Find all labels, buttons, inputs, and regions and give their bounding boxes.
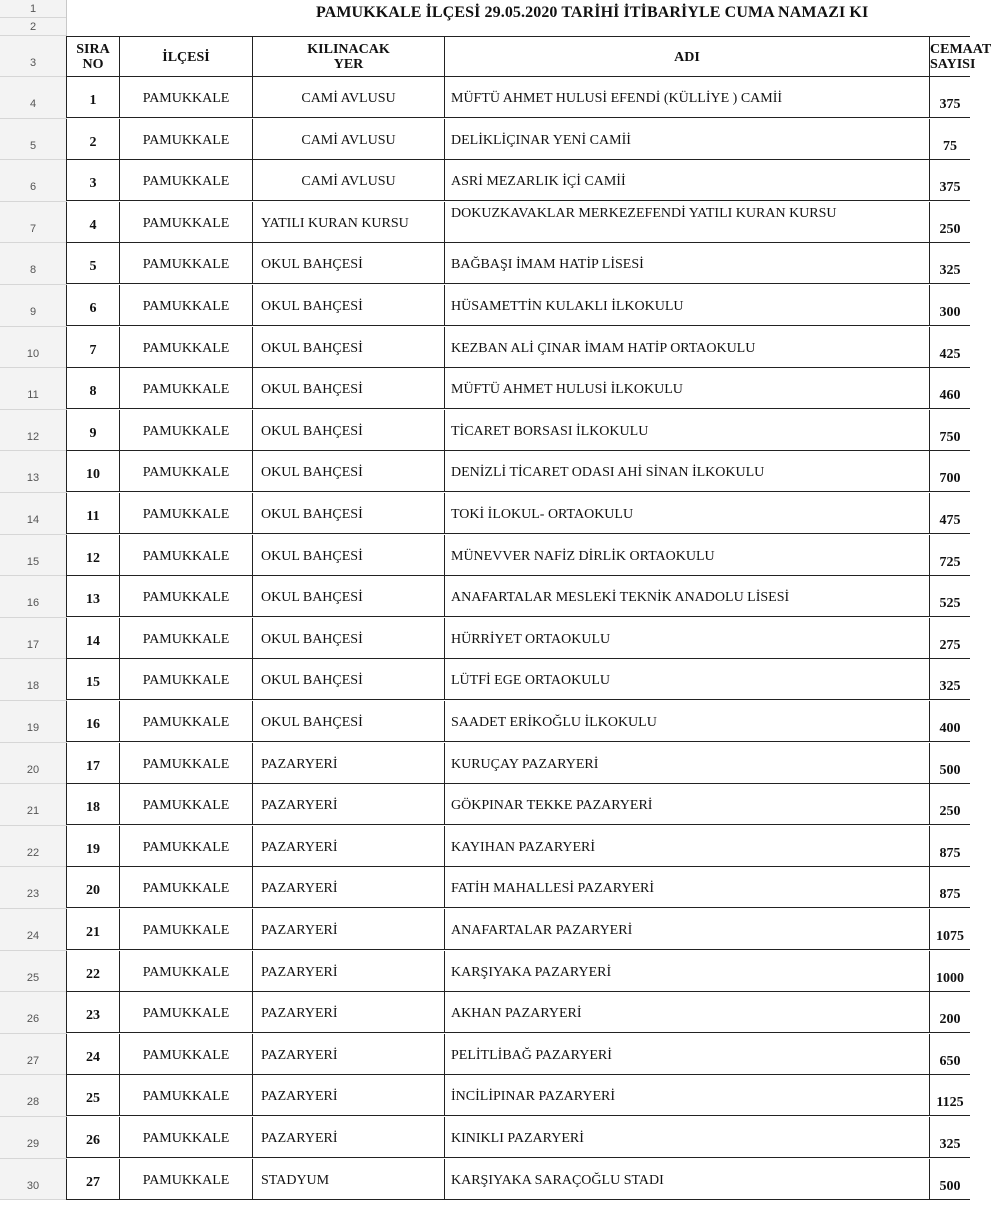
cell-adi[interactable]: HÜRRİYET ORTAOKULU [445, 618, 930, 659]
cell-sira-no[interactable]: 9 [66, 410, 120, 451]
row-number[interactable]: 15 [0, 535, 66, 577]
cell-adi[interactable]: TOKİ İLOKUL- ORTAOKULU [445, 493, 930, 534]
table-row [66, 867, 961, 908]
row-number[interactable]: 2 [0, 18, 66, 36]
row-number[interactable]: 9 [0, 285, 66, 327]
cell-sira-no[interactable]: 22 [66, 951, 120, 992]
cell-ilcesi[interactable]: PAMUKKALE [120, 784, 253, 825]
table-row [66, 451, 961, 492]
cell-ilcesi[interactable]: PAMUKKALE [120, 659, 253, 700]
table-row [66, 119, 957, 160]
cell-ilcesi[interactable]: PAMUKKALE [120, 77, 253, 118]
cell-sira-no[interactable]: 11 [66, 493, 120, 534]
cell-ilcesi[interactable]: PAMUKKALE [120, 368, 253, 409]
row-number[interactable]: 17 [0, 618, 66, 660]
row-number[interactable]: 4 [0, 77, 66, 119]
header-cemaat-sayisi[interactable]: CEMAAT SAYISI [930, 36, 970, 77]
cell-sira-no[interactable]: 2 [66, 119, 120, 160]
row-number[interactable]: 20 [0, 743, 66, 785]
row-number[interactable]: 7 [0, 202, 66, 244]
cell-cemaat-sayisi[interactable]: 500 [930, 1159, 970, 1200]
cell-cemaat-sayisi[interactable]: 700 [930, 451, 970, 492]
cell-kilinacak-yer[interactable]: OKUL BAHÇESİ [253, 368, 445, 409]
cell-sira-no[interactable]: 21 [66, 909, 120, 950]
table-row [66, 1159, 961, 1200]
cell-cemaat-sayisi[interactable]: 525 [930, 576, 970, 617]
cell-adi[interactable]: MÜNEVVER NAFİZ DİRLİK ORTAOKULU [445, 535, 930, 576]
cell-adi[interactable]: KURUÇAY PAZARYERİ [445, 743, 930, 784]
cell-sira-no[interactable]: 4 [66, 202, 120, 243]
cell-adi[interactable]: BAĞBAŞI İMAM HATİP LİSESİ [445, 243, 930, 284]
cell-cemaat-sayisi[interactable]: 75 [930, 119, 970, 160]
table-header-row [66, 36, 991, 77]
cell-ilcesi[interactable]: PAMUKKALE [120, 618, 253, 659]
header-kilinacak-yer[interactable]: KILINACAK YER [253, 36, 445, 77]
table-row [66, 160, 961, 201]
sheet-title[interactable]: PAMUKKALE İLÇESİ 29.05.2020 TARİHİ İTİBARİYLE CUMA NAMAZI KI [316, 4, 869, 21]
cell-kilinacak-yer[interactable]: OKUL BAHÇESİ [253, 285, 445, 326]
cell-kilinacak-yer[interactable]: PAZARYERİ [253, 743, 445, 784]
table-row [66, 285, 961, 326]
cell-kilinacak-yer[interactable]: STADYUM [253, 1159, 445, 1200]
cell-kilinacak-yer[interactable]: OKUL BAHÇESİ [253, 659, 445, 700]
cell-adi[interactable]: TİCARET BORSASI İLKOKULU [445, 410, 930, 451]
cell-sira-no[interactable]: 15 [66, 659, 120, 700]
cell-ilcesi[interactable]: PAMUKKALE [120, 285, 253, 326]
cell-kilinacak-yer[interactable]: PAZARYERİ [253, 909, 445, 950]
cell-kilinacak-yer[interactable]: CAMİ AVLUSU [253, 119, 445, 160]
cell-ilcesi[interactable]: PAMUKKALE [120, 202, 253, 243]
cell-adi[interactable]: SAADET ERİKOĞLU İLKOKULU [445, 701, 930, 742]
row-number[interactable]: 27 [0, 1034, 66, 1076]
cell-kilinacak-yer[interactable]: CAMİ AVLUSU [253, 160, 445, 201]
table-row [66, 701, 961, 742]
cell-ilcesi[interactable]: PAMUKKALE [120, 451, 253, 492]
row-number[interactable]: 25 [0, 951, 66, 993]
cell-ilcesi[interactable]: PAMUKKALE [120, 160, 253, 201]
cell-kilinacak-yer[interactable]: CAMİ AVLUSU [253, 77, 445, 118]
table-row [66, 1075, 964, 1116]
cell-kilinacak-yer[interactable]: PAZARYERİ [253, 1034, 445, 1075]
cell-cemaat-sayisi[interactable]: 1125 [930, 1075, 970, 1116]
cell-ilcesi[interactable]: PAMUKKALE [120, 327, 253, 368]
cell-adi[interactable]: GÖKPINAR TEKKE PAZARYERİ [445, 784, 930, 825]
cell-cemaat-sayisi[interactable]: 325 [930, 243, 970, 284]
cell-adi[interactable]: MÜFTÜ AHMET HULUSİ EFENDİ (KÜLLİYE ) CAMİİ [445, 77, 930, 118]
cell-cemaat-sayisi[interactable]: 200 [930, 992, 970, 1033]
table-row [66, 659, 961, 700]
cell-ilcesi[interactable]: PAMUKKALE [120, 243, 253, 284]
cell-ilcesi[interactable]: PAMUKKALE [120, 1034, 253, 1075]
row-number[interactable]: 11 [0, 368, 66, 410]
table-row [66, 826, 961, 867]
cell-ilcesi[interactable]: PAMUKKALE [120, 1075, 253, 1116]
cell-adi[interactable]: İNCİLİPINAR PAZARYERİ [445, 1075, 930, 1116]
table-row [66, 77, 961, 118]
cell-sira-no[interactable]: 5 [66, 243, 120, 284]
cell-adi[interactable]: AKHAN PAZARYERİ [445, 992, 930, 1033]
cell-cemaat-sayisi[interactable]: 1000 [930, 951, 970, 992]
cell-kilinacak-yer[interactable]: OKUL BAHÇESİ [253, 451, 445, 492]
cell-kilinacak-yer[interactable]: OKUL BAHÇESİ [253, 410, 445, 451]
row-number[interactable]: 5 [0, 119, 66, 161]
cell-cemaat-sayisi[interactable]: 460 [930, 368, 970, 409]
cell-cemaat-sayisi[interactable]: 300 [930, 285, 970, 326]
cell-cemaat-sayisi[interactable]: 400 [930, 701, 970, 742]
table-row [66, 368, 961, 409]
cell-sira-no[interactable]: 6 [66, 285, 120, 326]
cell-cemaat-sayisi[interactable]: 425 [930, 327, 970, 368]
row-number[interactable]: 30 [0, 1159, 66, 1201]
cell-sira-no[interactable]: 18 [66, 784, 120, 825]
cell-sira-no[interactable]: 13 [66, 576, 120, 617]
table-row [66, 951, 964, 992]
cell-ilcesi[interactable]: PAMUKKALE [120, 951, 253, 992]
cell-cemaat-sayisi[interactable]: 475 [930, 493, 970, 534]
cell-ilcesi[interactable]: PAMUKKALE [120, 992, 253, 1033]
row-number[interactable]: 13 [0, 451, 66, 493]
table-row [66, 243, 961, 284]
header-adi[interactable]: ADI [445, 36, 930, 77]
cell-ilcesi[interactable]: PAMUKKALE [120, 701, 253, 742]
table-row [66, 493, 961, 534]
cell-ilcesi[interactable]: PAMUKKALE [120, 119, 253, 160]
table-row [66, 743, 961, 784]
cell-kilinacak-yer[interactable]: OKUL BAHÇESİ [253, 493, 445, 534]
cell-sira-no[interactable]: 12 [66, 535, 120, 576]
row-number-gutter [0, 0, 67, 1200]
cell-cemaat-sayisi[interactable]: 325 [930, 1117, 970, 1158]
cell-kilinacak-yer[interactable]: OKUL BAHÇESİ [253, 618, 445, 659]
cell-sira-no[interactable]: 8 [66, 368, 120, 409]
cell-adi[interactable]: DENİZLİ TİCARET ODASI AHİ SİNAN İLKOKULU [445, 451, 930, 492]
cell-cemaat-sayisi[interactable]: 750 [930, 410, 970, 451]
header-ilcesi[interactable]: İLÇESİ [120, 36, 253, 77]
row-number[interactable]: 28 [0, 1075, 66, 1117]
cell-cemaat-sayisi[interactable]: 375 [930, 160, 970, 201]
cell-cemaat-sayisi[interactable]: 250 [930, 784, 970, 825]
cell-sira-no[interactable]: 14 [66, 618, 120, 659]
cell-kilinacak-yer[interactable]: OKUL BAHÇESİ [253, 535, 445, 576]
cell-sira-no[interactable]: 1 [66, 77, 120, 118]
cell-ilcesi[interactable]: PAMUKKALE [120, 576, 253, 617]
row-number[interactable]: 29 [0, 1117, 66, 1159]
cell-adi[interactable]: KEZBAN ALİ ÇINAR İMAM HATİP ORTAOKULU [445, 327, 930, 368]
cell-sira-no[interactable]: 27 [66, 1159, 120, 1200]
cell-sira-no[interactable]: 3 [66, 160, 120, 201]
cell-cemaat-sayisi[interactable]: 250 [930, 202, 970, 243]
row-number[interactable]: 21 [0, 784, 66, 826]
cell-cemaat-sayisi[interactable]: 275 [930, 618, 970, 659]
cell-ilcesi[interactable]: PAMUKKALE [120, 743, 253, 784]
cell-adi[interactable]: DELİKLİÇINAR YENİ CAMİİ [445, 119, 930, 160]
cell-adi[interactable]: KARŞIYAKA SARAÇOĞLU STADI [445, 1159, 930, 1200]
cell-ilcesi[interactable]: PAMUKKALE [120, 1159, 253, 1200]
cell-cemaat-sayisi[interactable]: 875 [930, 867, 970, 908]
cell-kilinacak-yer[interactable]: PAZARYERİ [253, 992, 445, 1033]
cell-adi[interactable]: ANAFARTALAR MESLEKİ TEKNİK ANADOLU LİSESİ [445, 576, 930, 617]
row-number[interactable]: 16 [0, 576, 66, 618]
cell-adi[interactable]: ANAFARTALAR PAZARYERİ [445, 909, 930, 950]
row-number[interactable]: 22 [0, 826, 66, 868]
cell-sira-no[interactable]: 17 [66, 743, 120, 784]
cell-cemaat-sayisi[interactable]: 325 [930, 659, 970, 700]
row-number[interactable]: 1 [0, 0, 66, 18]
table-row [66, 784, 961, 825]
header-sira-no[interactable]: SIRA NO [66, 36, 120, 77]
cell-ilcesi[interactable]: PAMUKKALE [120, 826, 253, 867]
cell-adi[interactable]: ASRİ MEZARLIK İÇİ CAMİİ [445, 160, 930, 201]
cell-sira-no[interactable]: 19 [66, 826, 120, 867]
cell-ilcesi[interactable]: PAMUKKALE [120, 867, 253, 908]
cell-sira-no[interactable]: 25 [66, 1075, 120, 1116]
cell-cemaat-sayisi[interactable]: 875 [930, 826, 970, 867]
cell-cemaat-sayisi[interactable]: 650 [930, 1034, 970, 1075]
cell-adi[interactable]: KINIKLI PAZARYERİ [445, 1117, 930, 1158]
cell-cemaat-sayisi[interactable]: 725 [930, 535, 970, 576]
table-row [66, 992, 961, 1033]
cell-kilinacak-yer[interactable]: PAZARYERİ [253, 1117, 445, 1158]
cell-kilinacak-yer[interactable]: PAZARYERİ [253, 826, 445, 867]
cell-ilcesi[interactable]: PAMUKKALE [120, 1117, 253, 1158]
cell-cemaat-sayisi[interactable]: 375 [930, 77, 970, 118]
cell-kilinacak-yer[interactable]: PAZARYERİ [253, 784, 445, 825]
cell-adi[interactable]: KAYIHAN PAZARYERİ [445, 826, 930, 867]
row-number[interactable]: 23 [0, 867, 66, 909]
table-row [66, 1117, 961, 1158]
row-number[interactable]: 26 [0, 992, 66, 1034]
row-number[interactable]: 10 [0, 327, 66, 369]
row-number[interactable]: 12 [0, 410, 66, 452]
cell-sira-no[interactable]: 20 [66, 867, 120, 908]
cell-kilinacak-yer[interactable]: OKUL BAHÇESİ [253, 701, 445, 742]
cell-kilinacak-yer[interactable]: PAZARYERİ [253, 1075, 445, 1116]
cell-sira-no[interactable]: 24 [66, 1034, 120, 1075]
cell-adi[interactable]: LÜTFİ EGE ORTAOKULU [445, 659, 930, 700]
cell-ilcesi[interactable]: PAMUKKALE [120, 410, 253, 451]
table-row [66, 576, 961, 617]
cell-adi[interactable]: PELİTLİBAĞ PAZARYERİ [445, 1034, 930, 1075]
cell-adi[interactable]: DOKUZKAVAKLAR MERKEZEFENDİ YATILI KURAN KURSU [445, 202, 930, 243]
cell-ilcesi[interactable]: PAMUKKALE [120, 909, 253, 950]
row-number[interactable]: 14 [0, 493, 66, 535]
table-row [66, 410, 961, 451]
row-number[interactable]: 19 [0, 701, 66, 743]
cell-adi[interactable]: HÜSAMETTİN KULAKLI İLKOKULU [445, 285, 930, 326]
row-number[interactable]: 6 [0, 160, 66, 202]
row-number[interactable]: 3 [0, 36, 66, 77]
cell-sira-no[interactable]: 26 [66, 1117, 120, 1158]
row-number[interactable]: 18 [0, 659, 66, 701]
cell-sira-no[interactable]: 10 [66, 451, 120, 492]
cell-kilinacak-yer[interactable]: OKUL BAHÇESİ [253, 576, 445, 617]
cell-adi[interactable]: KARŞIYAKA PAZARYERİ [445, 951, 930, 992]
row-number[interactable]: 8 [0, 243, 66, 285]
table-row [66, 327, 961, 368]
table-row [66, 202, 961, 243]
cell-kilinacak-yer[interactable]: YATILI KURAN KURSU [253, 202, 445, 243]
cell-ilcesi[interactable]: PAMUKKALE [120, 493, 253, 534]
row-number[interactable]: 24 [0, 909, 66, 951]
table-row [66, 1034, 961, 1075]
cell-kilinacak-yer[interactable]: PAZARYERİ [253, 867, 445, 908]
cell-kilinacak-yer[interactable]: OKUL BAHÇESİ [253, 243, 445, 284]
cell-kilinacak-yer[interactable]: OKUL BAHÇESİ [253, 327, 445, 368]
cell-cemaat-sayisi[interactable]: 500 [930, 743, 970, 784]
table-row [66, 618, 961, 659]
cell-adi[interactable]: MÜFTÜ AHMET HULUSİ İLKOKULU [445, 368, 930, 409]
table-row [66, 535, 961, 576]
table-row [66, 909, 964, 950]
cell-sira-no[interactable]: 23 [66, 992, 120, 1033]
cell-ilcesi[interactable]: PAMUKKALE [120, 535, 253, 576]
cell-sira-no[interactable]: 16 [66, 701, 120, 742]
cell-adi[interactable]: FATİH MAHALLESİ PAZARYERİ [445, 867, 930, 908]
cell-cemaat-sayisi[interactable]: 1075 [930, 909, 970, 950]
cell-kilinacak-yer[interactable]: PAZARYERİ [253, 951, 445, 992]
cell-sira-no[interactable]: 7 [66, 327, 120, 368]
